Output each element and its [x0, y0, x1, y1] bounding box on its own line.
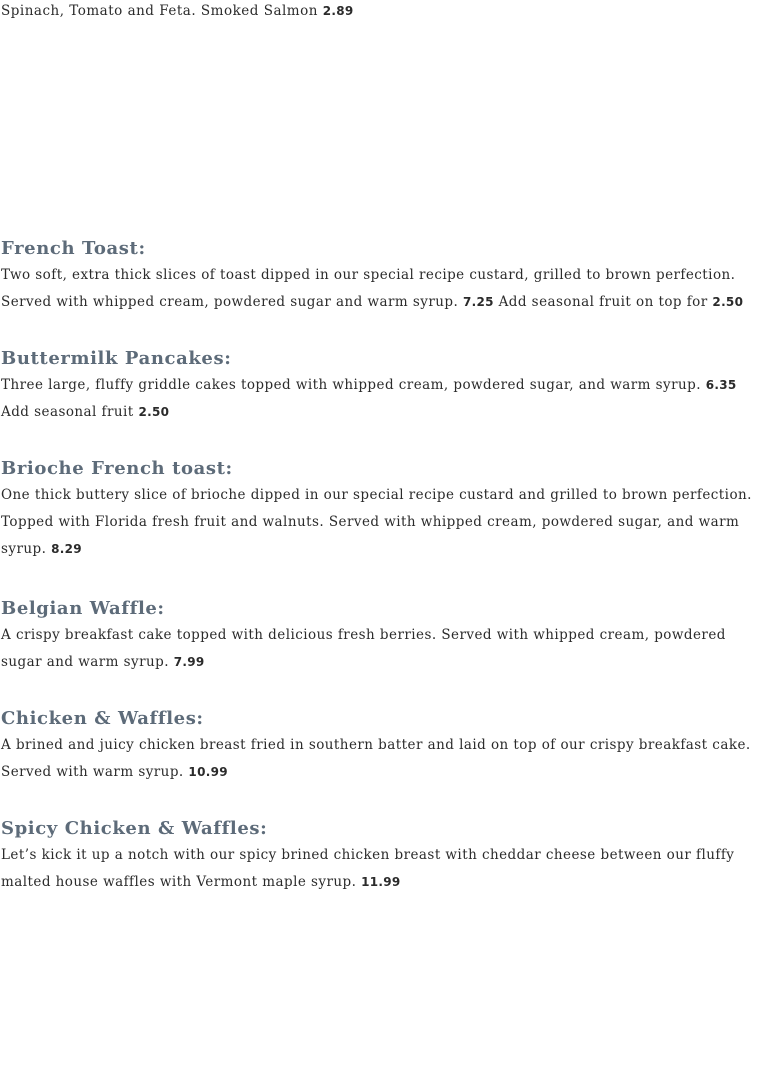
item-description-text: One thick buttery slice of brioche dipped in our special recipe custard and grilled to brown perfection. Topped with Florida fresh fruit and walnuts. Served with whipped cream, powdered sugar, and warm syrup.: [1, 487, 752, 557]
menu-item-chicken-and-waffles: [1, 706, 769, 786]
item-description: [1, 842, 769, 896]
menu-item-belgian-waffle: [1, 596, 769, 676]
item-description-text: Let’s kick it up a notch with our spicy brined chicken breast with cheddar cheese between our fluffy malted house waffles with Vermont maple syrup.: [1, 847, 735, 890]
item-title: Belgian Waffle:: [1, 598, 165, 619]
item-description-text: A crispy breakfast cake topped with delicious fresh berries. Served with whipped cream, powdered sugar and warm syrup.: [1, 627, 726, 670]
top-line-text: Spinach, Tomato and Feta. Smoked Salmon: [1, 3, 318, 19]
item-description: [1, 372, 769, 426]
item-price: 7.25: [463, 295, 494, 309]
menu-item-brioche-french-toast: [1, 456, 769, 563]
item-price: 6.35: [705, 378, 737, 392]
item-description: [1, 732, 769, 786]
item-description: [1, 482, 769, 563]
item-price: 11.99: [361, 875, 401, 889]
top-continuation-line: [1, 2, 354, 20]
item-description: [1, 622, 769, 676]
item-price: 7.99: [173, 655, 205, 669]
item-extra-price: 2.50: [712, 295, 744, 309]
top-line-price: 2.89: [322, 4, 354, 18]
item-description: [1, 262, 769, 316]
item-description-text: Two soft, extra thick slices of toast dipped in our special recipe custard, grilled to brown perfection. Served with whipped cream, powdered sugar and warm syrup.: [1, 267, 736, 310]
item-title: Chicken & Waffles:: [1, 708, 204, 729]
item-description-text: Three large, fluffy griddle cakes topped with whipped cream, powdered sugar, and warm syrup.: [1, 377, 701, 393]
item-price: 8.29: [51, 542, 82, 556]
item-title: Buttermilk Pancakes:: [1, 348, 232, 369]
menu-item-spicy-chicken-and-waffles: [1, 816, 769, 896]
item-extra-text: Add seasonal fruit: [1, 404, 134, 420]
item-title: Spicy Chicken & Waffles:: [1, 818, 268, 839]
menu-item-french-toast: [1, 236, 769, 316]
item-extra-price: 2.50: [138, 405, 170, 419]
item-price: 10.99: [188, 765, 228, 779]
item-extra-text: Add seasonal fruit on top for: [498, 294, 708, 310]
item-title: Brioche French toast:: [1, 458, 233, 479]
item-description-text: A brined and juicy chicken breast fried in southern batter and laid on top of our crispy breakfast cake. Served with warm syrup.: [1, 737, 751, 780]
item-title: French Toast:: [1, 238, 146, 259]
menu-item-buttermilk-pancakes: [1, 346, 769, 426]
